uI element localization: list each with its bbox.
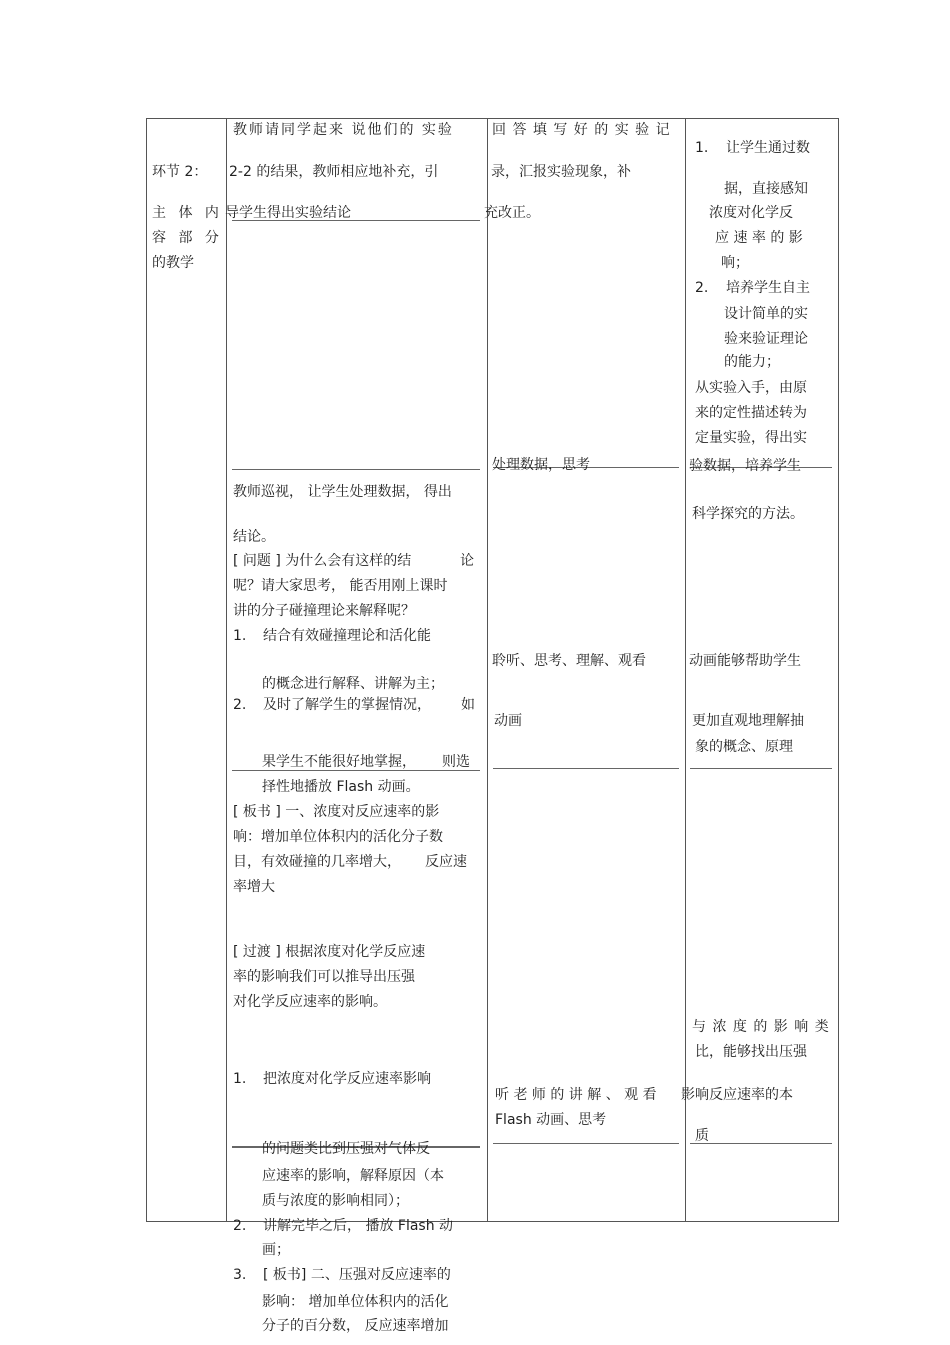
design-intent: 验来验证理论 — [724, 331, 808, 347]
list-item: 分子的百分数， 反应速率增加 — [262, 1318, 449, 1334]
section-label: 主 体 内 — [152, 205, 223, 221]
list-item: 果学生不能很好地掌握， — [262, 754, 416, 770]
list-item: [ 板书] 二、压强对反应速率的 — [263, 1267, 451, 1283]
list-item: 则选 — [442, 754, 470, 770]
teacher-text: 导学生得出实验结论 — [225, 205, 351, 221]
list-item: 及时了解学生的掌握情况， — [263, 697, 431, 713]
transition-text: 对化学反应速率的影响。 — [233, 994, 387, 1010]
list-item: 的问题类比到压强对气体反 — [262, 1141, 430, 1157]
column-divider-1 — [226, 118, 227, 1222]
teacher-text: 讲的分子碰撞理论来解释呢？ — [233, 603, 415, 619]
board-text: 响：增加单位体积内的活化分子数 — [233, 829, 443, 845]
board-text: 率增大 — [233, 879, 275, 895]
student-activity: 录，汇报实验现象，补 — [491, 164, 631, 180]
design-intent: 科学探究的方法。 — [692, 506, 804, 522]
column-divider-2 — [487, 118, 488, 1222]
design-intent: 从实验入手，由原 — [695, 380, 807, 396]
list-item: 影响： 增加单位体积内的活化 — [262, 1294, 449, 1310]
design-intent: 验数据，培养学生 — [689, 458, 801, 474]
transition-text: 率的影响我们可以推导出压强 — [233, 969, 415, 985]
list-item: 质与浓度的影响相同）； — [262, 1193, 409, 1209]
list-item: 应速率的影响，解释原因（本 — [262, 1168, 444, 1184]
list-item: 择性地播放 Flash 动画。 — [262, 779, 420, 795]
design-intent: 浓度对化学反 — [709, 205, 793, 221]
design-intent: 与 浓 度 的 影 响 类 — [692, 1019, 830, 1035]
column-divider-3 — [685, 118, 686, 1222]
design-intent: 培养学生自主 — [726, 280, 810, 296]
stage-label: 环节 2： — [152, 164, 208, 180]
student-activity: 听 老 师 的 讲 解 、 观 看 — [495, 1087, 657, 1103]
teacher-text: [ 问题 ] 为什么会有这样的结 — [233, 553, 412, 569]
teacher-text: 论 — [460, 553, 474, 569]
teacher-text: 呢？请大家思考， 能否用刚上课时 — [233, 578, 448, 594]
design-intent: 来的定性描述转为 — [695, 405, 807, 421]
list-number: 3. — [233, 1267, 247, 1283]
teacher-text: 2-2 的结果，教师相应地补充，引 — [229, 164, 439, 180]
student-activity: 回 答 填 写 好 的 实 验 记 — [492, 122, 671, 138]
board-text: 反应速 — [425, 854, 467, 870]
design-intent: 设计简单的实 — [724, 306, 808, 322]
design-intent: 象的概念、原理 — [695, 739, 793, 755]
design-intent: 让学生通过数 — [726, 140, 810, 156]
row-separator — [690, 1143, 832, 1144]
transition-text: [ 过渡 ] 根据浓度对化学反应速 — [233, 944, 426, 960]
list-item: 讲解完毕之后， 播放 Flash 动 — [263, 1218, 454, 1234]
design-intent: 动画能够帮助学生 — [689, 653, 801, 669]
list-number: 1. — [695, 140, 709, 156]
student-activity: 聆听、思考、理解、观看 — [492, 653, 646, 669]
design-intent: 质 — [695, 1128, 709, 1144]
list-number: 2. — [233, 697, 247, 713]
student-activity: Flash 动画、思考 — [495, 1112, 607, 1128]
row-separator — [232, 469, 480, 470]
row-separator — [493, 1143, 679, 1144]
list-item: 如 — [461, 697, 475, 713]
section-label: 容 部 分 — [152, 230, 223, 246]
list-item: 的概念进行解释、讲解为主； — [262, 676, 444, 692]
row-separator — [690, 768, 832, 769]
section-label: 的教学 — [152, 255, 194, 271]
design-intent: 定量实验，得出实 — [695, 430, 807, 446]
design-intent: 比，能够找出压强 — [695, 1044, 807, 1060]
design-intent: 据，直接感知 — [724, 181, 808, 197]
student-activity: 处理数据，思考 — [492, 457, 590, 473]
list-item: 把浓度对化学反应速率影响 — [263, 1071, 431, 1087]
design-intent: 应 速 率 的 影 — [715, 230, 803, 246]
teacher-text: 教师巡视， 让学生处理数据， 得出 — [233, 484, 452, 500]
row-separator — [493, 768, 679, 769]
student-activity: 动画 — [494, 713, 522, 729]
list-item: 结合有效碰撞理论和活化能 — [263, 628, 431, 644]
list-number: 2. — [233, 1218, 247, 1234]
board-text: 目，有效碰撞的几率增大， — [233, 854, 401, 870]
board-text: [ 板书 ] 一、浓度对反应速率的影 — [233, 804, 440, 820]
list-number: 1. — [233, 628, 247, 644]
design-intent: 更加直观地理解抽 — [692, 713, 804, 729]
design-intent: 的能力； — [724, 354, 780, 370]
design-intent: 响； — [721, 255, 749, 271]
student-activity: 充改正。 — [484, 205, 540, 221]
design-intent: 影响反应速率的本 — [681, 1087, 793, 1103]
teacher-text: 结论。 — [233, 529, 275, 545]
teacher-text: 教师请同学起来 说他们的 实验 — [233, 122, 454, 138]
list-number: 2. — [695, 280, 709, 296]
list-number: 1. — [233, 1071, 247, 1087]
list-item: 画； — [262, 1242, 290, 1258]
